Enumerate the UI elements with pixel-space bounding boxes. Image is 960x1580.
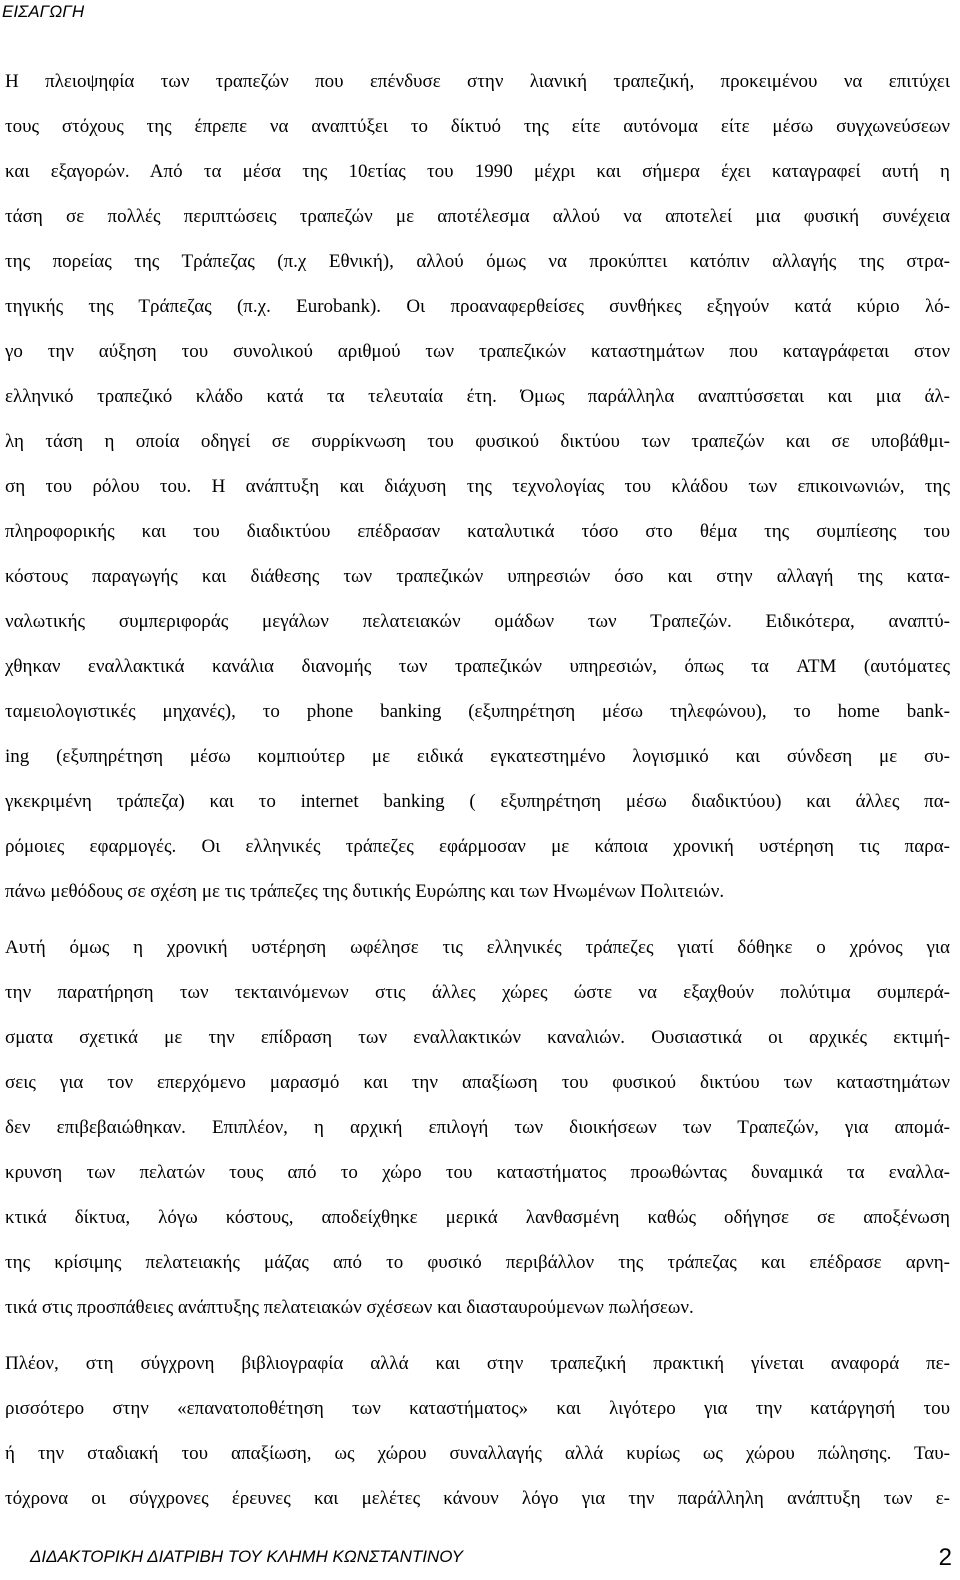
- paragraph-1-line-14: χθηκαν εναλλακτικά κανάλια διανομής των τραπεζικών υπηρεσιών, όπως τα ATM (αυτόματες: [5, 656, 950, 677]
- paragraph-1-line-13: ναλωτικής συμπεριφοράς μεγάλων πελατειακών ομάδων των Τραπεζών. Ειδικότερα, αναπτύ-: [5, 611, 950, 632]
- paragraph-1-line-10: ση του ρόλου του. Η ανάπτυξη και διάχυση της τεχνολογίας του κλάδου των επικοινωνιών, της: [5, 476, 950, 497]
- paragraph-1-line-19: πάνω μεθόδους σε σχέση με τις τράπεζες της δυτικής Ευρώπης και των Ηνωμένων Πολιτειών.: [5, 881, 725, 902]
- footer-title: ΔΙΔΑΚΤΟΡΙΚΗ ΔΙΑΤΡΙΒΗ ΤΟΥ ΚΛΗΜΗ ΚΩΝΣΤΑΝΤΙΝΟΥ: [30, 1547, 463, 1566]
- paragraph-1-line-5: της πορείας της Τράπεζας (π.χ Εθνική), αλλού όμως να προκύπτει κατόπιν αλλαγής της στρα-: [5, 251, 950, 272]
- paragraph-2-line-2: την παρατήρηση των τεκταινόμενων στις άλλες χώρες ώστε να εξαχθούν πολύτιμα συμπερά-: [5, 982, 950, 1003]
- paragraph-1-line-4: τάση σε πολλές περιπτώσεις τραπεζών με αποτέλεσμα αλλού να αποτελεί μια φυσική συνέχεια: [5, 206, 950, 227]
- paragraph-1-line-11: πληροφορικής και του διαδικτύου επέδρασαν καταλυτικά τόσο στο θέμα της συμπίεσης του: [5, 521, 950, 542]
- paragraph-2-line-1: Αυτή όμως η χρονική υστέρηση ωφέλησε τις ελληνικές τράπεζες γιατί δόθηκε ο χρόνος για: [5, 937, 950, 958]
- paragraph-1-line-6: τηγικής της Τράπεζας (π.χ. Eurobank). Οι προαναφερθείσες συνθήκες εξηγούν κατά κύριο λό-: [5, 296, 950, 317]
- paragraph-2-line-5: δεν επιβεβαιώθηκαν. Επιπλέον, η αρχική επιλογή των διοικήσεων των Τραπεζών, για απομά-: [5, 1117, 950, 1138]
- paragraph-1-line-3: και εξαγορών. Από τα μέσα της 10ετίας του 1990 μέχρι και σήμερα έχει καταγραφεί αυτή η: [5, 161, 950, 182]
- paragraph-1-line-16: ing (εξυπηρέτηση μέσω κομπιούτερ με ειδικά εγκατεστημένο λογισμικό και σύνδεση με συ-: [5, 746, 950, 767]
- paragraph-3-line-1: Πλέον, στη σύγχρονη βιβλιογραφία αλλά και στην τραπεζική πρακτική γίνεται αναφορά πε-: [5, 1353, 950, 1374]
- paragraph-1-line-15: ταμειολογιστικές μηχανές), το phone banking (εξυπηρέτηση μέσω τηλεφώνου), το home bank-: [5, 701, 950, 722]
- paragraph-1-line-1: Η πλειοψηφία των τραπεζών που επένδυσε στην λιανική τραπεζική, προκειμένου να επιτύχει: [5, 71, 950, 92]
- paragraph-2-line-9: τικά στις προσπάθειες ανάπτυξης πελατειακών σχέσεων και διασταυρούμενων πωλήσεων.: [5, 1297, 694, 1318]
- paragraph-1-line-8: ελληνικό τραπεζικό κλάδο κατά τα τελευταία έτη. Όμως παράλληλα αναπτύσσεται και μια άλ-: [5, 386, 950, 407]
- paragraph-2-line-4: σεις για τον επερχόμενο μαρασμό και την απαξίωση του φυσικού δικτύου των καταστημάτων: [5, 1072, 950, 1093]
- page-number: 2: [938, 1544, 952, 1571]
- running-header: ΕΙΣΑΓΩΓΗ: [2, 2, 85, 21]
- paragraph-2-line-7: κτικά δίκτυα, λόγω κόστους, αποδείχθηκε μερικά λανθασμένη καθώς οδήγησε σε αποξένωση: [5, 1207, 950, 1228]
- paragraph-2-line-3: σματα σχετικά με την επίδραση των εναλλακτικών καναλιών. Ουσιαστικά οι αρχικές εκτιμή-: [5, 1027, 950, 1048]
- paragraph-1-line-18: ρόμοιες εφαρμογές. Οι ελληνικές τράπεζες εφάρμοσαν με κάποια χρονική υστέρηση τις παρα-: [5, 836, 950, 857]
- paragraph-1-line-12: κόστους παραγωγής και διάθεσης των τραπεζικών υπηρεσιών όσο και στην αλλαγή της κατα-: [5, 566, 950, 587]
- paragraph-2-line-6: κρυνση των πελατών τους από το χώρο του καταστήματος προωθώντας δυναμικά τα εναλλα-: [5, 1162, 950, 1183]
- paragraph-3-line-4: τόχρονα οι σύγχρονες έρευνες και μελέτες κάνουν λόγο για την παράλληλη ανάπτυξη των ε-: [5, 1488, 950, 1509]
- paragraph-1-line-9: λη τάση η οποία οδηγεί σε συρρίκνωση του φυσικού δικτύου των τραπεζών και σε υποβάθμι-: [5, 431, 950, 452]
- paragraph-3-line-3: ή την σταδιακή του απαξίωση, ως χώρου συναλλαγής αλλά κυρίως ως χώρου πώλησης. Ταυ-: [5, 1443, 950, 1464]
- paragraph-1-line-2: τους στόχους της έπρεπε να αναπτύξει το δίκτυό της είτε αυτόνομα είτε μέσω συγχωνεύσεων: [5, 116, 950, 137]
- paragraph-2-line-8: της κρίσιμης πελατειακής μάζας από το φυσικό περιβάλλον της τράπεζας και επέδρασε αρνη-: [5, 1252, 950, 1273]
- paragraph-3-line-2: ρισσότερο στην «επανατοποθέτηση των καταστήματος» και λιγότερο για την κατάργησή του: [5, 1398, 950, 1419]
- paragraph-1-line-7: γο την αύξηση του συνολικού αριθμού των τραπεζικών καταστημάτων που καταγράφεται στον: [5, 341, 950, 362]
- paragraph-1-line-17: γκεκριμένη τράπεζα) και το internet banking ( εξυπηρέτηση μέσω διαδικτύου) και άλλες πα-: [5, 791, 950, 812]
